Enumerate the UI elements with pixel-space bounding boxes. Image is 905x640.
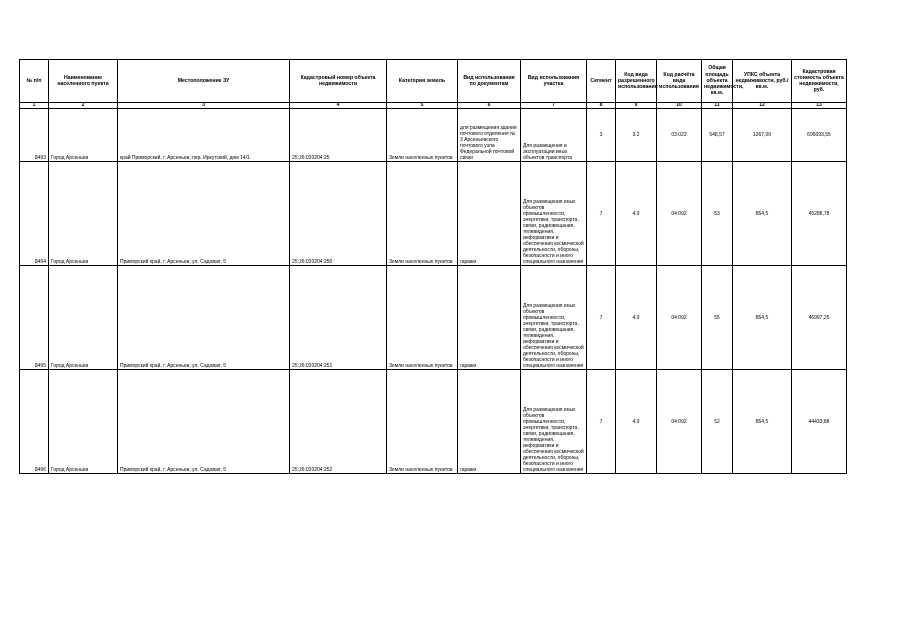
table-row bbox=[20, 162, 847, 266]
column-number: 3 bbox=[118, 103, 290, 109]
cell-num: 8496 bbox=[20, 370, 49, 474]
cell-segment: 7 bbox=[587, 266, 616, 370]
cell-cadastral: 25:26:020204:250 bbox=[290, 162, 387, 266]
header-segment: Сегмент bbox=[587, 60, 616, 103]
cell-settlement: Город Арсеньев bbox=[49, 109, 118, 162]
header-location: Местоположение ЗУ bbox=[118, 60, 290, 103]
cell-calc-code: 04:092 bbox=[657, 266, 702, 370]
cell-use-code: 4.9 bbox=[616, 266, 657, 370]
cell-area: 52 bbox=[702, 370, 733, 474]
cell-cadastral: 25:26:020204:252 bbox=[290, 370, 387, 474]
header-row bbox=[20, 60, 847, 103]
column-number: 5 bbox=[387, 103, 458, 109]
cell-location: край Приморский, г. Арсеньев, пер. Иркутский, дом 14/1 bbox=[118, 109, 290, 162]
header-use-code: Код вида разрешенного использования bbox=[616, 60, 657, 103]
cell-calc-code: 04:092 bbox=[657, 370, 702, 474]
cell-value: 46997,25 bbox=[792, 266, 847, 370]
header-num: № п/п bbox=[20, 60, 49, 103]
cell-num: 8495 bbox=[20, 266, 49, 370]
cell-num: 8494 bbox=[20, 162, 49, 266]
cell-settlement: Город Арсеньев bbox=[49, 162, 118, 266]
column-number: 10 bbox=[657, 103, 702, 109]
cell-actual-use: Для размещения и эксплуатации иных объектов транспорта bbox=[521, 109, 587, 162]
cell-area: 548,57 bbox=[702, 109, 733, 162]
cell-area: 55 bbox=[702, 266, 733, 370]
cell-num: 8493 bbox=[20, 109, 49, 162]
cell-use-code: 3.2 bbox=[616, 109, 657, 162]
column-number: 6 bbox=[458, 103, 521, 109]
cell-segment: 7 bbox=[587, 162, 616, 266]
cell-upks: 1267,09 bbox=[733, 109, 792, 162]
column-number: 8 bbox=[587, 103, 616, 109]
cell-value: 44433,88 bbox=[792, 370, 847, 474]
cell-category: Земли населенных пунктов bbox=[387, 109, 458, 162]
cell-location: Приморский край, г. Арсеньев, ул. Садовая, 5 bbox=[118, 162, 290, 266]
cell-use-code: 4.9 bbox=[616, 370, 657, 474]
header-area: Общая площадь объекта недвижимости, кв.м. bbox=[702, 60, 733, 103]
cell-actual-use: Для размещения иных объектов промышленности, энергетики, транспорта, связи, радиовещания, телевидения, информатики и обеспечения космической деятельности, обороны, безопасности и иного специального назначения bbox=[521, 162, 587, 266]
cell-upks: 854,5 bbox=[733, 162, 792, 266]
table-row bbox=[20, 109, 847, 162]
header-settlement: Наименование населенного пункта bbox=[49, 60, 118, 103]
cell-doc-use: для размещения здания почтового отделения № 3 Арсеньевского почтового узла Федеральной почтовой связи bbox=[458, 109, 521, 162]
cell-actual-use: Для размещения иных объектов промышленности, энергетики, транспорта, связи, радиовещания, телевидения, информатики и обеспечения космической деятельности, обороны, безопасности и иного специального назначения bbox=[521, 370, 587, 474]
header-category: Категория земель bbox=[387, 60, 458, 103]
cell-calc-code: 03:022 bbox=[657, 109, 702, 162]
cell-cadastral: 25:26:020204:251 bbox=[290, 266, 387, 370]
header-calc-code: Код расчёта вида использования bbox=[657, 60, 702, 103]
cell-category: Земли населенных пунктов bbox=[387, 162, 458, 266]
column-number: 2 bbox=[49, 103, 118, 109]
cell-category: Земли населенных пунктов bbox=[387, 266, 458, 370]
cell-upks: 854,5 bbox=[733, 370, 792, 474]
column-number: 9 bbox=[616, 103, 657, 109]
cell-doc-use: гаражи bbox=[458, 162, 521, 266]
cell-actual-use: Для размещения иных объектов промышленности, энергетики, транспорта, связи, радиовещания, телевидения, информатики и обеспечения космической деятельности, обороны, безопасности и иного специального назначения bbox=[521, 266, 587, 370]
column-number: 11 bbox=[702, 103, 733, 109]
cell-settlement: Город Арсеньев bbox=[49, 370, 118, 474]
header-upks: УПКС объекта недвижимости, руб./кв.м. bbox=[733, 60, 792, 103]
column-number: 7 bbox=[521, 103, 587, 109]
cell-use-code: 4.9 bbox=[616, 162, 657, 266]
cell-doc-use: гаражи bbox=[458, 266, 521, 370]
header-actual-use: Вид использования участка bbox=[521, 60, 587, 103]
table-row bbox=[20, 266, 847, 370]
cell-segment: 7 bbox=[587, 370, 616, 474]
table-row bbox=[20, 370, 847, 474]
cell-calc-code: 04:092 bbox=[657, 162, 702, 266]
cell-doc-use: гаражи bbox=[458, 370, 521, 474]
cell-area: 53 bbox=[702, 162, 733, 266]
cell-segment: 3 bbox=[587, 109, 616, 162]
column-number: 1 bbox=[20, 103, 49, 109]
column-number: 12 bbox=[733, 103, 792, 109]
cell-settlement: Город Арсеньев bbox=[49, 266, 118, 370]
cadastral-value-table bbox=[19, 59, 847, 474]
header-value: Кадастровая стоимость объекта недвижимости, руб. bbox=[792, 60, 847, 103]
header-doc-use: Вид использования по документам bbox=[458, 60, 521, 103]
cell-location: Приморский край, г. Арсеньев, ул. Садовая, 5 bbox=[118, 266, 290, 370]
cell-category: Земли населенных пунктов bbox=[387, 370, 458, 474]
column-number: 13 bbox=[792, 103, 847, 109]
cell-value: 45288,78 bbox=[792, 162, 847, 266]
cell-cadastral: 25:26:020204:25 bbox=[290, 109, 387, 162]
cell-value: 695093,55 bbox=[792, 109, 847, 162]
header-cadastral: Кадастровый номер объекта недвижимости bbox=[290, 60, 387, 103]
column-number: 4 bbox=[290, 103, 387, 109]
cell-upks: 854,5 bbox=[733, 266, 792, 370]
cell-location: Приморский край, г. Арсеньев, ул. Садовая, 5 bbox=[118, 370, 290, 474]
